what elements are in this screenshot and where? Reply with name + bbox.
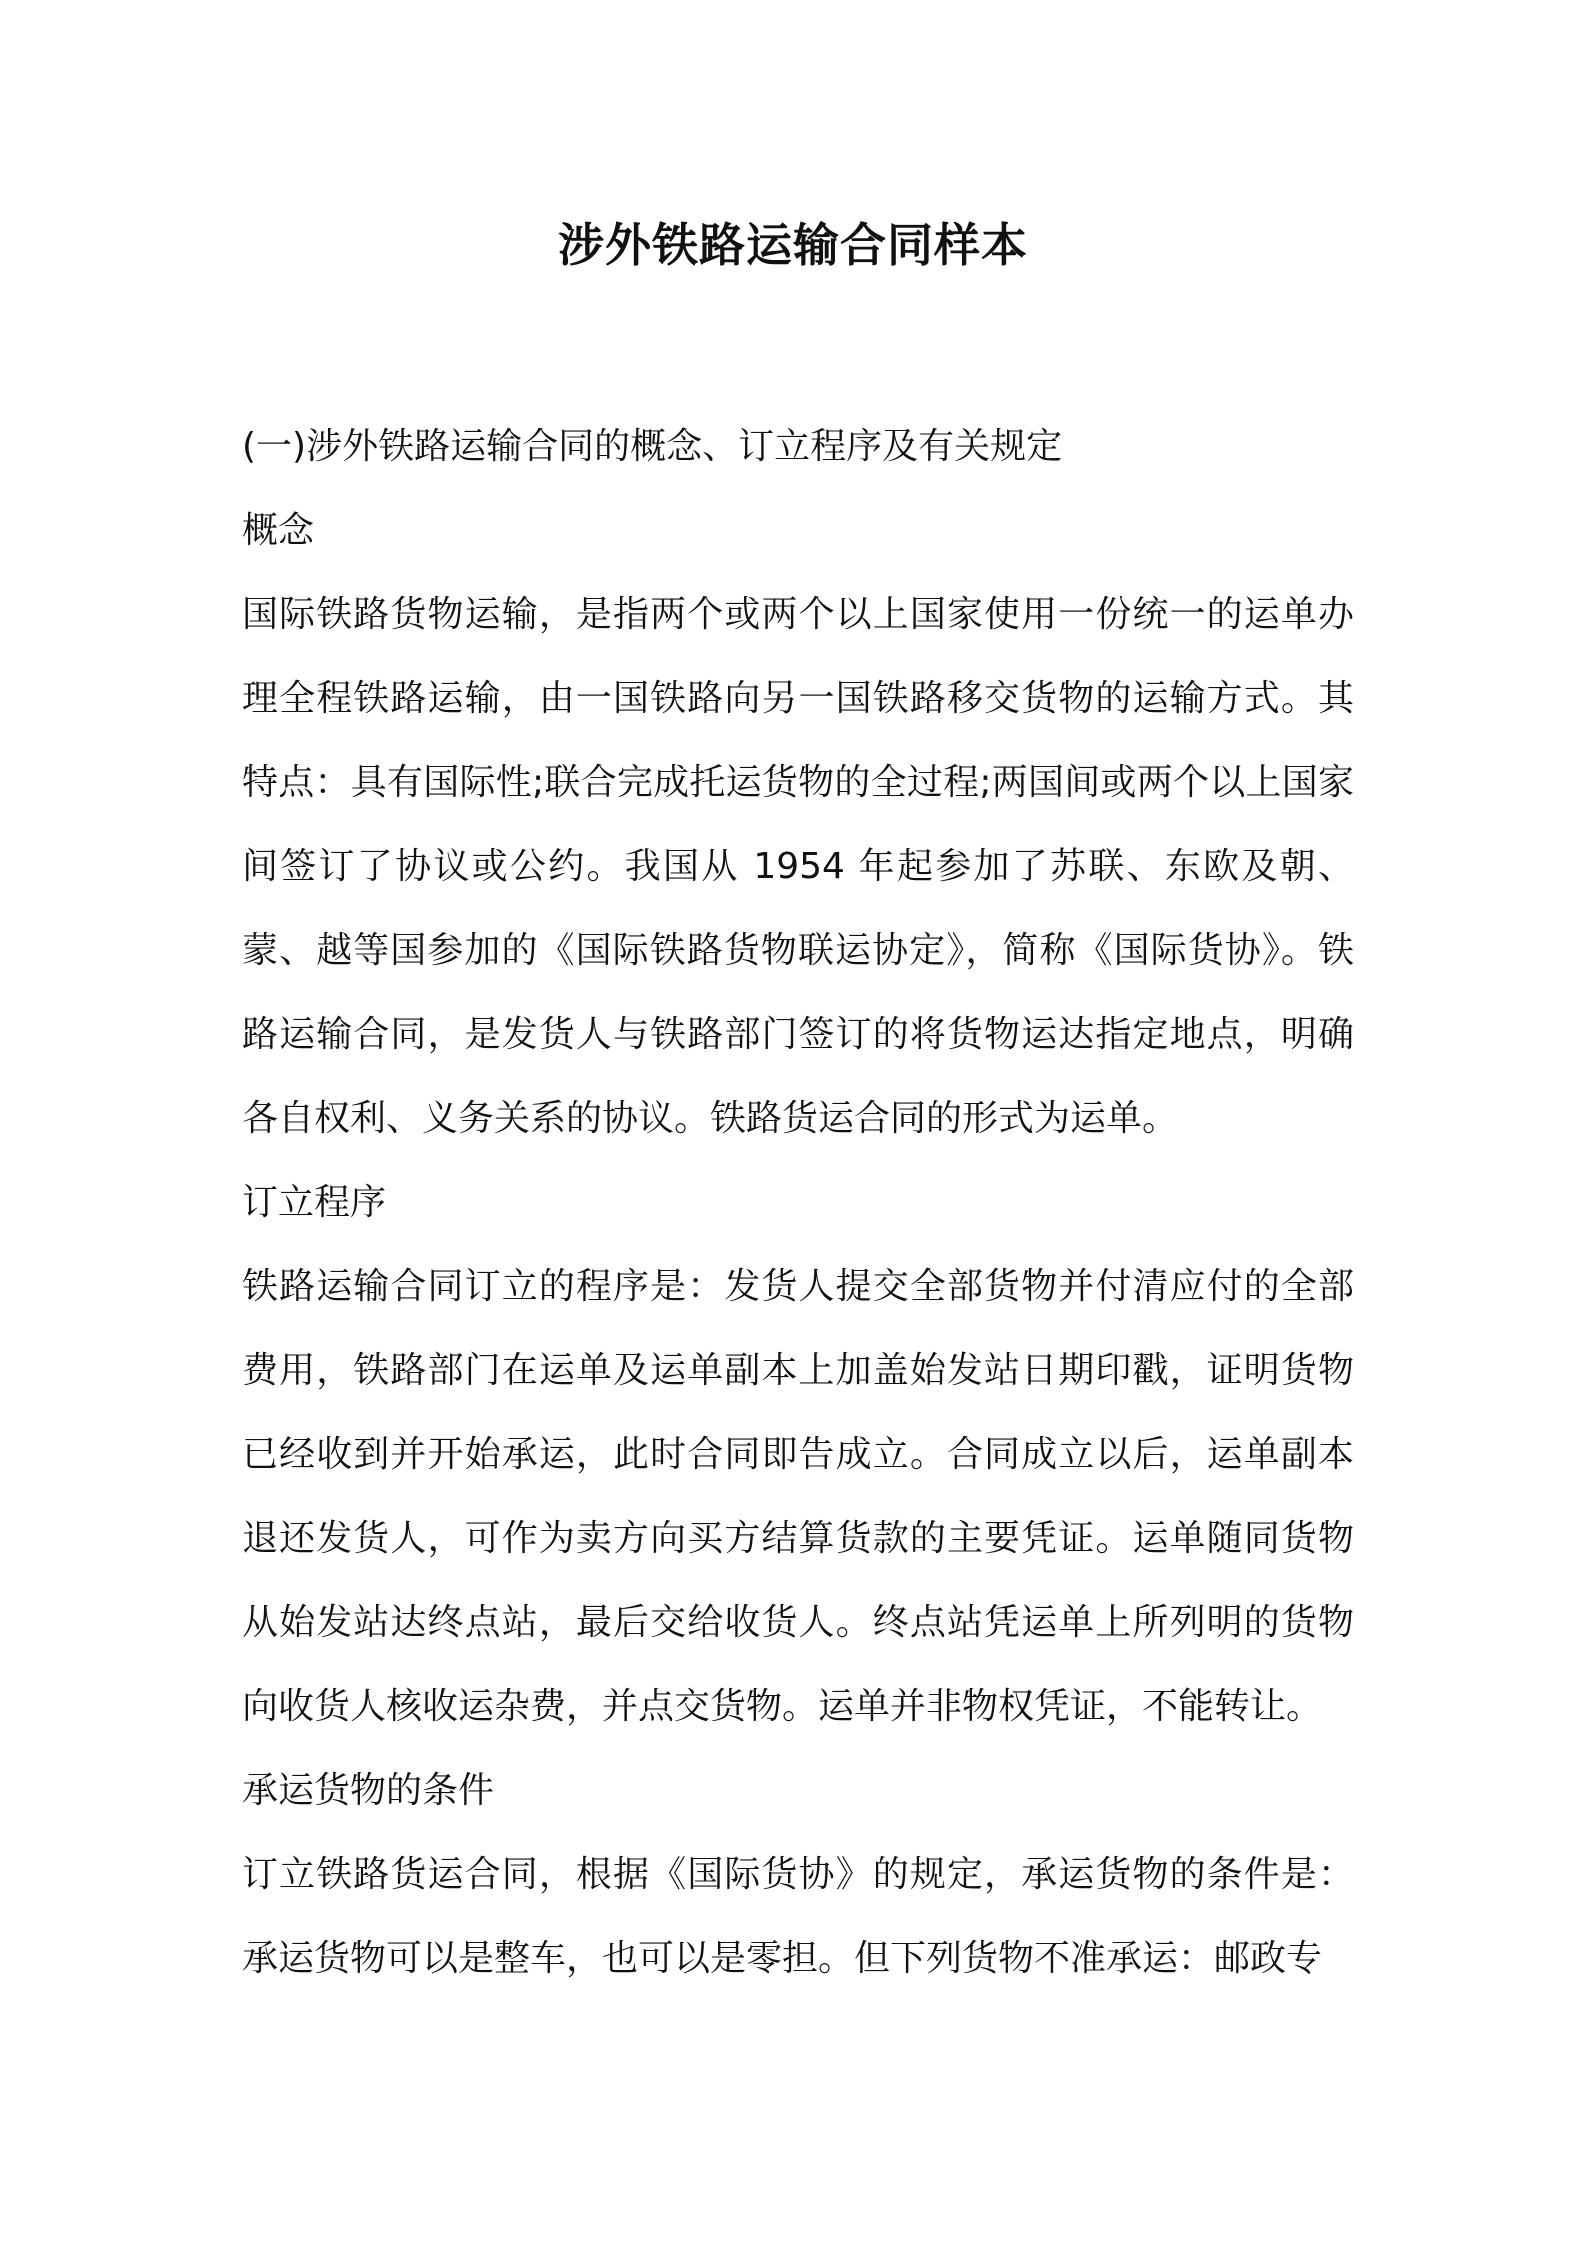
document-title: 涉外铁路运输合同样本 (558, 218, 1028, 272)
section-heading: (一)涉外铁路运输合同的概念、订立程序及有关规定 (242, 426, 1063, 467)
document-body (242, 405, 1354, 2001)
subsection-heading-conditions: 承运货物的条件 (242, 1770, 495, 1811)
paragraph-conditions: 订立铁路货运合同，根据《国际货协》的规定，承运货物的条件是：承运货物可以是整车，也可以是零担。但下列货物不准承运：邮政专 (242, 1854, 1354, 1979)
subsection-heading-concept: 概念 (242, 510, 315, 551)
paragraph-procedure: 铁路运输合同订立的程序是：发货人提交全部货物并付清应付的全部费用，铁路部门在运单及运单副本上加盖始发站日期印戳，证明货物已经收到并开始承运，此时合同即告成立。合同成立以后，运单副本退还发货人，可作为卖方向买方结算货款的主要凭证。运单随同货物从始发站达终点站，最后交给收货人。终点站凭运单上所列明的货物向收货人核收运杂费，并点交货物。运单并非物权凭证，不能转让。 (242, 1266, 1354, 1727)
subsection-heading-procedure: 订立程序 (242, 1182, 387, 1223)
paragraph-concept: 国际铁路货物运输，是指两个或两个以上国家使用一份统一的运单办理全程铁路运输，由一国铁路向另一国铁路移交货物的运输方式。其特点：具有国际性;联合完成托运货物的全过程;两国间或两个以上国家间签订了协议或公约。我国从 1954 年起参加了苏联、东欧及朝、蒙、越等国参加的《国际铁路货物联运协定》，简称《国际货协》。铁路运输合同，是发货人与铁路部门签订的将货物运达指定地点，明确各自权利、义务关系的协议。铁路货运合同的形式为运单。 (242, 594, 1354, 1139)
